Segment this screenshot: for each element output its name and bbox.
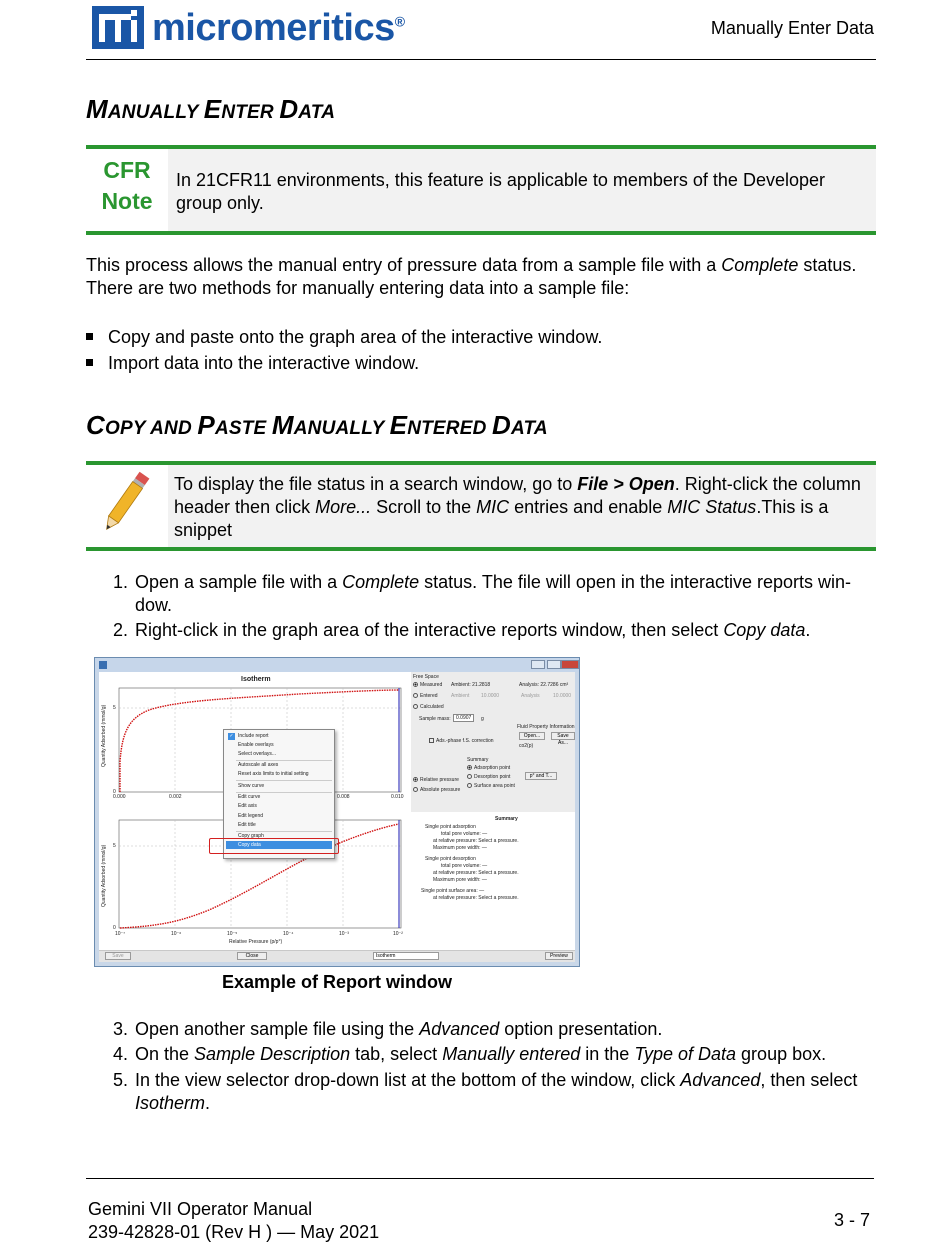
y-axis-label-top: Quantity Adsorbed (mmol/g)	[101, 704, 107, 767]
x-tick-label: 10⁻⁴	[283, 931, 294, 937]
pencil-icon	[90, 467, 160, 539]
figure-caption: Example of Report window	[221, 972, 453, 992]
bullet-icon	[86, 333, 93, 340]
highlight-rectangle	[209, 838, 339, 854]
menu-item-include-report[interactable]: Include report	[238, 733, 269, 739]
step-item: 4. On the Sample Description tab, select Manually entered in the Type of Data group box.	[112, 1044, 827, 1064]
y-axis-label-bottom: Quantity Adsorbed (mmol/g)	[101, 844, 107, 907]
x-tick-label: 0.002	[169, 794, 182, 800]
menu-item-copy-data[interactable]: Copy data	[238, 842, 261, 848]
logo-mark-icon	[92, 6, 144, 49]
radio-entered[interactable]: Entered	[413, 693, 438, 699]
app-icon	[99, 661, 107, 669]
section-title-manually-enter-data: MANUALLY ENTER DATA	[86, 94, 336, 124]
x-tick-label: 10⁻²	[393, 931, 403, 937]
sample-mass-input[interactable]: 0.0907	[453, 714, 474, 722]
options-panel: Free Space Measured Ambient: 21.2818 Analysis: 22.7286 cm³ Entered Ambient 10.0000 Analysis 10.0000 Calculated Sample mass: 0.0907 g Fluid Property Information Open... Save As... Ads.-phase f.S. correction co2(p) Summary Relative pressure Absolute pressure Adsorption point Desorption point Surface area point p° and T...	[411, 672, 575, 812]
micromeritics-logo	[92, 6, 405, 49]
save-button[interactable]: Save	[105, 952, 131, 960]
menu-item-autoscale[interactable]: Autoscale all axes	[238, 762, 279, 768]
x-tick-label: 10⁻³	[339, 931, 349, 937]
ads-phase-checkbox[interactable]: Ads.-phase f.S. correction	[429, 738, 494, 744]
radio-relative-pressure[interactable]: Relative pressure	[413, 777, 459, 783]
x-axis-label: Relative Pressure (p/p°)	[229, 939, 283, 945]
bullet-icon	[86, 359, 93, 366]
list-item: Import data into the interactive window.	[86, 352, 419, 375]
cfr-note-box	[86, 145, 876, 235]
x-tick-label: 10⁻⁵	[227, 931, 238, 937]
x-tick-label: 10⁻⁷	[115, 931, 126, 937]
menu-item-show-curve[interactable]: Show curve	[238, 783, 265, 789]
x-tick-label: 0.010	[391, 794, 404, 800]
radio-absolute-pressure[interactable]: Absolute pressure	[413, 787, 460, 793]
menu-item-reset-axis[interactable]: Reset axis limits to initial setting	[238, 771, 309, 777]
step-item: 3. Open another sample file using the Advanced option presentation.	[112, 1019, 663, 1039]
x-tick-label: 0.008	[337, 794, 350, 800]
footer-divider	[86, 1178, 874, 1179]
close-icon	[561, 660, 579, 669]
radio-measured[interactable]: Measured	[413, 682, 442, 688]
cfr-note-label: CFR Note	[101, 157, 153, 214]
header-title: Manually Enter Data	[710, 18, 874, 38]
graph-title: Isotherm	[241, 676, 271, 683]
menu-item-edit-legend[interactable]: Edit legend	[238, 813, 264, 819]
cfr-note-text: In 21CFR11 environments, this feature is applicable to members of the Developer group only.	[176, 170, 825, 213]
x-tick-label: 10⁻⁶	[171, 931, 182, 937]
x-tick-label: 0.000	[113, 794, 126, 800]
menu-item-copy-graph[interactable]: Copy graph	[238, 833, 264, 839]
menu-item-edit-axis[interactable]: Edit axis	[238, 803, 257, 809]
list-item: Copy and paste onto the graph area of the interactive window.	[86, 326, 602, 349]
radio-surface-area-point[interactable]: Surface area point	[467, 783, 515, 789]
page-header	[86, 0, 876, 60]
section-title-copy-and-paste: COPY AND PASTE MANUALLY ENTERED DATA	[86, 410, 548, 440]
close-button[interactable]: Close	[237, 952, 267, 960]
preview-button[interactable]: Preview	[545, 952, 573, 960]
radio-calculated[interactable]: Calculated	[413, 704, 444, 710]
menu-item-select-overlays[interactable]: Select overlays...	[238, 751, 277, 757]
y-tick-label: 0	[113, 925, 116, 931]
menu-item-edit-title[interactable]: Edit title	[238, 822, 256, 828]
step-item: 1. Open a sample file with a Complete status. The file will open in the interactive reports win-dow.	[112, 572, 852, 615]
menu-item-edit-curve[interactable]: Edit curve	[238, 794, 261, 800]
window-bottom-bar	[99, 950, 575, 962]
radio-desorption-point[interactable]: Desorption point	[467, 774, 510, 780]
checkmark-icon: ✓	[229, 733, 234, 739]
page-number: 3 - 7	[833, 1210, 870, 1230]
save-as-button[interactable]: Save As...	[551, 732, 575, 740]
menu-item-enable-overlays[interactable]: Enable overlays	[238, 742, 274, 748]
tip-note-text: To display the file status in a search window, go to File > Open. Right-click the column header then click More... Scroll to the MIC entries and enable MIC Status.This is a snippet	[174, 474, 861, 540]
report-window-screenshot: Isotherm Quantity Adsorbed (mmol/g) 5 0 0.000 0.002 0.008 0.010 Quantity Adsorbed (mmol/g) 5 0 10⁻⁷ 10⁻⁶ 10⁻⁵ 10⁻⁴ 10⁻³ 10⁻² Relative Pressure (p/p°) ✓ Include report Enable overlays Select overlays... Autoscale all axes Reset axis limits to initial setting Show curve Edit curve Edit axis Edit legend Edit title Copy graph Copy data Free Space Measured Ambient: 21.2818 Analysis: 22.7286 cm³ Entered Ambient 10.0000 Analysis 10.0000 Calculated Sample mass: 0.0907 g Fluid Property Information Open... Save As... Ads.-phase f.S. correction co2(p) Summary Relative pressure Absolute pressure Adsorption point Desorption point Surface area point p° and T... Summary Single point adsorption total pore volume: — at relative pressure: Select a pressure. Maximum pore width: — Single point desorption total pore volume: — at relative pressure: Select a pressure. Maximum pore width: — Single point surface area: — at relative pressure: Select a pressure. Save Close Isotherm Preview	[94, 657, 580, 967]
intro-paragraph: This process allows the manual entry of pressure data from a sample file with a Complete status. There are two methods for manually entering data into a sample file:	[86, 255, 857, 298]
y-tick-label: 5	[113, 843, 116, 849]
y-tick-label: 5	[113, 705, 116, 711]
step-item: 5. In the view selector drop-down list at the bottom of the window, click Advanced, then select Isotherm.	[112, 1070, 858, 1113]
footer-document-info: Gemini VII Operator Manual 239-42828-01 (Rev H ) — May 2021	[88, 1199, 380, 1242]
tip-note-box	[86, 461, 876, 551]
radio-adsorption-point[interactable]: Adsorption point	[467, 765, 510, 771]
y-tick-label: 0	[113, 789, 116, 795]
logo-text: micromeritics	[152, 6, 395, 49]
open-button[interactable]: Open...	[519, 732, 545, 740]
view-selector-dropdown[interactable]: Isotherm	[373, 952, 439, 960]
logo-registered-mark: ®	[394, 12, 405, 29]
summary-title: Summary	[495, 816, 518, 822]
step-item: 2. Right-click in the graph area of the interactive reports window, then select Copy data.	[112, 620, 811, 640]
p0-and-t-button[interactable]: p° and T...	[525, 772, 557, 780]
minimize-icon	[531, 660, 545, 669]
maximize-icon	[547, 660, 561, 669]
